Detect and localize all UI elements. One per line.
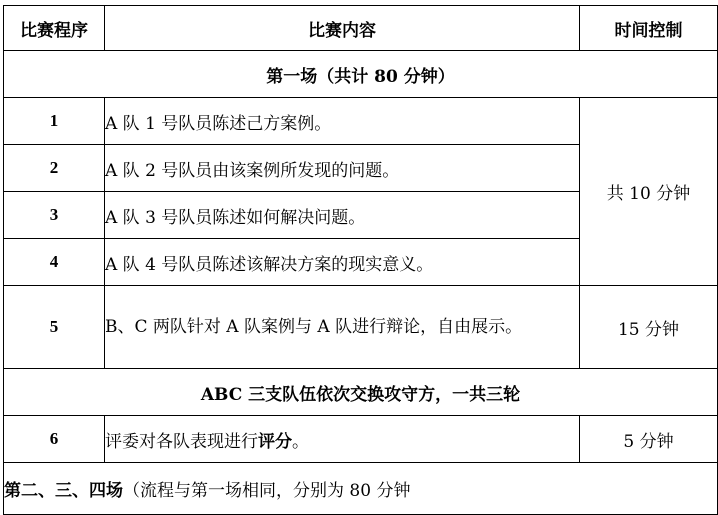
row-content: A 队 1 号队员陈述己方案例。 (105, 98, 580, 145)
section-row-1 (4, 51, 718, 98)
row-number: 4 (4, 239, 105, 286)
section-row-2 (4, 369, 718, 416)
row-number: 3 (4, 192, 105, 239)
table-row (4, 416, 718, 463)
row-number: 1 (4, 98, 105, 145)
section-title-rotation: ABC 三支队伍依次交换攻守方，一共三轮 (4, 369, 718, 416)
row-content-bold: 评分 (258, 431, 292, 452)
later-rounds-note: （流程与第一场相同，分别为 80 分钟 (123, 481, 411, 501)
row-content: B、C 两队针对 A 队案例与 A 队进行辩论，自由展示。 (105, 286, 580, 369)
header-row (4, 6, 718, 51)
header-order: 比赛程序 (4, 6, 105, 51)
row-number: 6 (4, 416, 105, 463)
row-content-suffix: 。 (292, 431, 309, 452)
competition-schedule-table (3, 5, 718, 515)
header-content: 比赛内容 (105, 6, 580, 51)
header-time: 时间控制 (580, 6, 718, 51)
row-content: A 队 2 号队员由该案例所发现的问题。 (105, 145, 580, 192)
row-content: A 队 3 号队员陈述如何解决问题。 (105, 192, 580, 239)
fade-overlay (560, 465, 715, 513)
row-time-shared: 共 10 分钟 (580, 98, 718, 286)
table-row (4, 98, 718, 145)
row-content-prefix: 评委对各队表现进行 (105, 431, 258, 452)
row-time: 15 分钟 (580, 286, 718, 369)
row-content (105, 416, 580, 463)
row-number: 5 (4, 286, 105, 369)
later-rounds-bold: 第二、三、四场 (4, 481, 123, 501)
row-time: 5 分钟 (580, 416, 718, 463)
section-title-first-round: 第一场（共计 80 分钟） (4, 51, 718, 98)
row-content: A 队 4 号队员陈述该解决方案的现实意义。 (105, 239, 580, 286)
row-number: 2 (4, 145, 105, 192)
table-row (4, 286, 718, 369)
